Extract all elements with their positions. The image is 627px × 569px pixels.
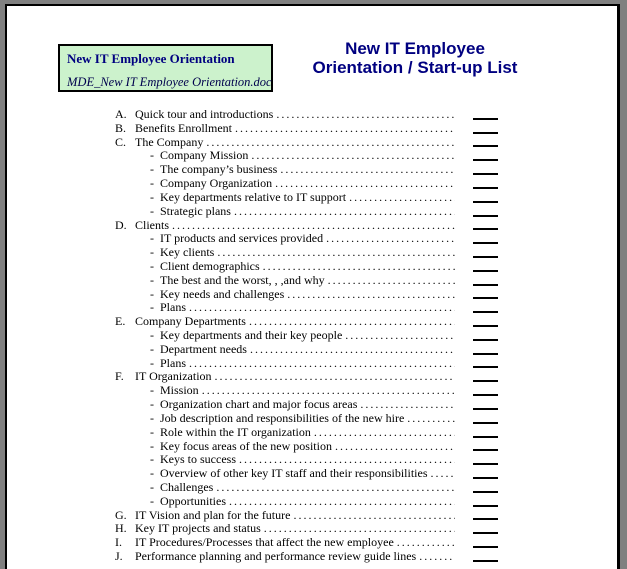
item-label: E.: [115, 314, 126, 329]
dot-leader: [261, 522, 455, 536]
list-item: [7, 122, 617, 136]
fill-in-blank: [473, 505, 498, 507]
info-box-filename: MDE_New IT Employee Orientation.doc: [67, 75, 272, 89]
item-label: H.: [115, 521, 127, 536]
item-label: -: [150, 300, 154, 315]
item-text: Key clients: [160, 245, 215, 260]
item-text: Benefits Enrollment: [135, 120, 232, 135]
item-text: IT products and services provided: [160, 231, 324, 246]
fill-in-blank: [473, 394, 498, 396]
item-text: Company Departments: [135, 314, 246, 329]
item-label: -: [150, 258, 154, 273]
dot-leader: [357, 398, 455, 412]
item-label: -: [150, 328, 154, 342]
item-label: -: [150, 189, 154, 204]
list-item: [7, 398, 617, 412]
fill-in-blank: [473, 187, 498, 189]
dot-leader: [394, 536, 455, 550]
list-item: [7, 370, 617, 384]
item-text: IT Procedures/Processes that affect the new employee: [135, 535, 394, 550]
fill-in-blank: [473, 491, 498, 493]
dot-leader: [290, 509, 455, 523]
document-page: [5, 4, 620, 569]
item-label: -: [150, 438, 154, 453]
item-text: IT Organization: [135, 369, 212, 384]
list-item: [7, 260, 617, 274]
dot-leader: [311, 426, 455, 440]
dot-leader: [284, 288, 455, 302]
list-item: [7, 343, 617, 357]
dot-leader: [212, 370, 455, 384]
list-item: [7, 246, 617, 260]
page-title-line1: New IT Employee: [345, 39, 485, 58]
item-text: The Company: [135, 134, 204, 149]
fill-in-blank: [473, 477, 498, 479]
dot-leader: [213, 481, 455, 495]
fill-in-blank: [473, 256, 498, 258]
item-label: -: [150, 410, 154, 425]
dot-leader: [247, 343, 455, 357]
list-item: [7, 191, 617, 205]
item-text: Key IT projects and status: [135, 521, 261, 536]
item-label: -: [150, 148, 154, 163]
fill-in-blank: [473, 325, 498, 327]
list-item: [7, 481, 617, 495]
list-item: [7, 288, 617, 302]
dot-leader: [232, 122, 455, 136]
fill-in-blank: [473, 518, 498, 520]
item-label: -: [150, 162, 154, 177]
list-item: [7, 315, 617, 329]
dot-leader: [272, 177, 455, 191]
list-item: [7, 495, 617, 509]
item-label: -: [150, 272, 154, 287]
dot-leader: [186, 301, 455, 315]
dot-leader: [325, 274, 455, 288]
item-text: The company’s business: [160, 162, 278, 177]
dot-leader: [203, 136, 455, 150]
fill-in-blank: [473, 380, 498, 382]
dot-leader: [416, 550, 455, 564]
list-item: [7, 301, 617, 315]
fill-in-blank: [473, 242, 498, 244]
item-text: The best and the worst, , ,and why: [160, 272, 325, 287]
list-item: [7, 177, 617, 191]
list-item: [7, 357, 617, 371]
item-text: Company Mission: [160, 148, 249, 163]
item-label: -: [150, 286, 154, 301]
item-text: Quick tour and introductions: [135, 107, 274, 121]
item-text: Plans: [160, 355, 187, 370]
item-label: -: [150, 355, 154, 370]
item-text: Challenges: [160, 479, 214, 494]
item-text: Company Organization: [160, 176, 273, 191]
dot-leader: [277, 163, 455, 177]
item-label: -: [150, 424, 154, 439]
fill-in-blank: [473, 532, 498, 534]
item-label: D.: [115, 217, 127, 232]
item-label: -: [150, 176, 154, 191]
dot-leader: [214, 246, 455, 260]
orientation-list: [7, 108, 617, 564]
item-text: Strategic plans: [160, 203, 231, 218]
item-text: Job description and responsibilities of the new hire: [160, 410, 405, 425]
fill-in-blank: [473, 159, 498, 161]
item-label: A.: [115, 107, 127, 121]
dot-leader: [260, 260, 455, 274]
dot-leader: [231, 205, 455, 219]
dot-leader: [169, 219, 455, 233]
item-label: -: [150, 452, 154, 467]
fill-in-blank: [473, 546, 498, 548]
item-text: Opportunities: [160, 493, 226, 508]
list-item: [7, 219, 617, 233]
item-text: Key needs and challenges: [160, 286, 285, 301]
fill-in-blank: [473, 463, 498, 465]
item-label: B.: [115, 120, 127, 135]
item-label: F.: [115, 369, 124, 384]
dot-leader: [226, 495, 455, 509]
fill-in-blank: [473, 201, 498, 203]
item-label: C.: [115, 134, 127, 149]
page-title: [295, 39, 535, 77]
list-item: [7, 108, 617, 122]
list-item: [7, 232, 617, 246]
item-text: Mission: [160, 383, 199, 398]
fill-in-blank: [473, 173, 498, 175]
item-text: Performance planning and performance review guide lines: [135, 549, 417, 563]
document-info-box: [58, 44, 273, 92]
fill-in-blank: [473, 560, 498, 562]
item-label: -: [150, 203, 154, 218]
list-item: [7, 412, 617, 426]
list-item: [7, 536, 617, 550]
fill-in-blank: [473, 132, 498, 134]
item-label: -: [150, 466, 154, 481]
dot-leader: [346, 191, 455, 205]
item-label: -: [150, 479, 154, 494]
fill-in-blank: [473, 270, 498, 272]
fill-in-blank: [473, 353, 498, 355]
fill-in-blank: [473, 408, 498, 410]
item-label: -: [150, 493, 154, 508]
info-box-title: New IT Employee Orientation: [67, 51, 235, 66]
list-item: [7, 274, 617, 288]
item-label: -: [150, 383, 154, 398]
item-text: Department needs: [160, 341, 247, 356]
item-text: Role within the IT organization: [160, 424, 311, 439]
item-label: G.: [115, 507, 127, 522]
item-label: -: [150, 245, 154, 260]
fill-in-blank: [473, 284, 498, 286]
fill-in-blank: [473, 339, 498, 341]
list-item: [7, 522, 617, 536]
fill-in-blank: [473, 215, 498, 217]
dot-leader: [248, 149, 455, 163]
page-title-line2: Orientation / Start-up List: [312, 58, 518, 77]
item-label: I.: [115, 535, 122, 550]
list-item: [7, 384, 617, 398]
fill-in-blank: [473, 366, 498, 368]
list-item: [7, 136, 617, 150]
item-text: Organization chart and major focus areas: [160, 397, 358, 412]
dot-leader: [404, 412, 455, 426]
dot-leader: [273, 108, 455, 122]
fill-in-blank: [473, 145, 498, 147]
item-text: IT Vision and plan for the future: [135, 507, 291, 522]
item-text: Overview of other key IT staff and their responsibilities: [160, 466, 428, 481]
list-item: [7, 509, 617, 523]
item-text: Keys to success: [160, 452, 236, 467]
list-item: [7, 205, 617, 219]
dot-leader: [246, 315, 455, 329]
item-text: Clients: [135, 217, 170, 232]
item-label: -: [150, 397, 154, 412]
item-text: Plans: [160, 300, 187, 315]
fill-in-blank: [473, 297, 498, 299]
fill-in-blank: [473, 422, 498, 424]
list-item: [7, 453, 617, 467]
dot-leader: [186, 357, 455, 371]
list-item: [7, 149, 617, 163]
list-item: [7, 426, 617, 440]
fill-in-blank: [473, 449, 498, 451]
item-text: Client demographics: [160, 258, 260, 273]
item-label: J.: [115, 549, 123, 563]
list-item: [7, 550, 617, 564]
fill-in-blank: [473, 436, 498, 438]
item-label: -: [150, 341, 154, 356]
dot-leader: [342, 329, 455, 343]
item-text: Key departments relative to IT support: [160, 189, 347, 204]
fill-in-blank: [473, 228, 498, 230]
item-text: Key departments and their key people: [160, 328, 343, 342]
dot-leader: [323, 232, 455, 246]
fill-in-blank: [473, 118, 498, 120]
fill-in-blank: [473, 311, 498, 313]
list-item: [7, 329, 617, 343]
item-label: -: [150, 231, 154, 246]
list-item: [7, 440, 617, 454]
list-item: [7, 467, 617, 481]
dot-leader: [428, 467, 456, 481]
dot-leader: [236, 453, 455, 467]
item-text: Key focus areas of the new position: [160, 438, 332, 453]
dot-leader: [199, 384, 455, 398]
dot-leader: [332, 440, 455, 454]
list-item: [7, 163, 617, 177]
